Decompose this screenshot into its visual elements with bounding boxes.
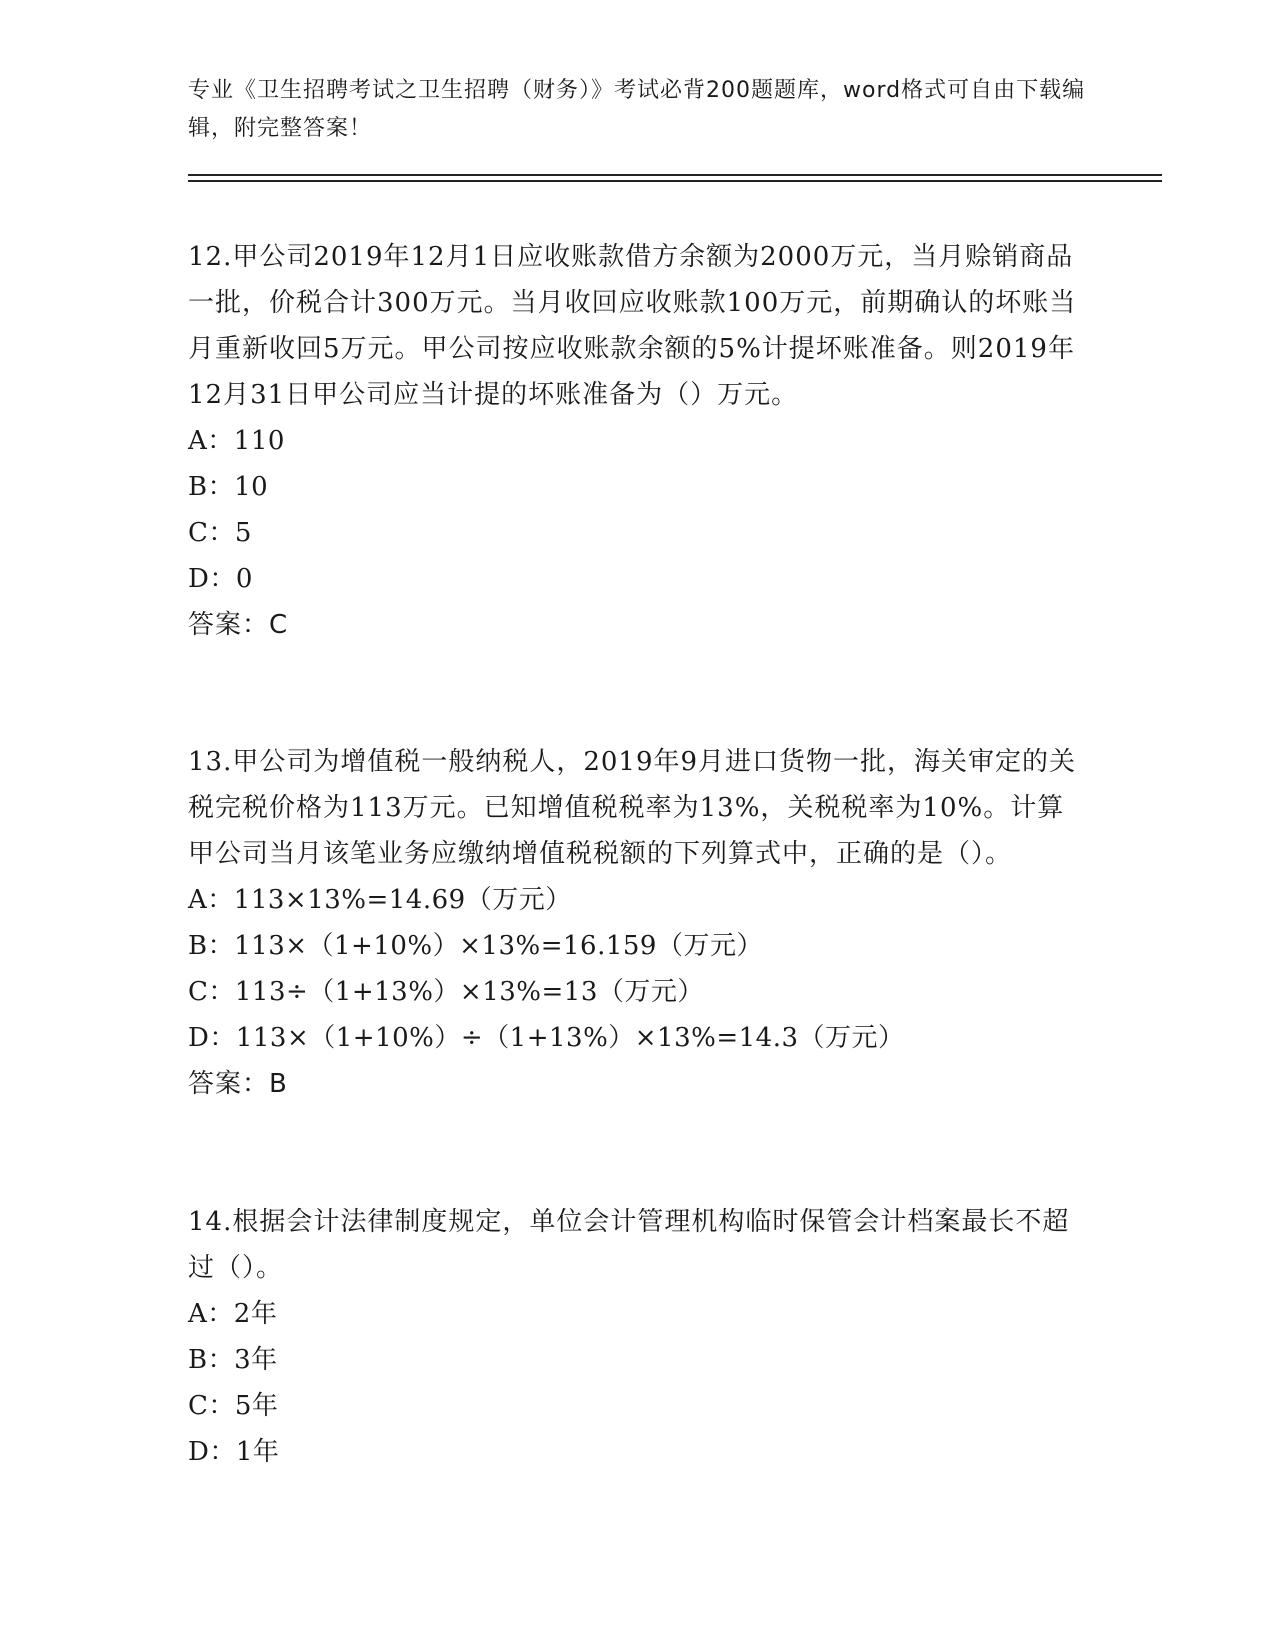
question-13 xyxy=(188,739,1088,1107)
option-b: B：113×（1+10%）×13%=16.159（万元） xyxy=(188,931,763,961)
option-c: C：113÷（1+13%）×13%=13（万元） xyxy=(188,977,704,1007)
document-header: 专业《卫生招聘考试之卫生招聘（财务）》考试必背200题题库，word格式可自由下载编辑，附完整答案！ xyxy=(188,78,1086,141)
answer: 答案：B xyxy=(188,1069,288,1099)
option-b: B：3年 xyxy=(188,1345,278,1375)
header-divider-bottom xyxy=(188,180,1162,182)
option-c: C：5 xyxy=(188,518,252,548)
question-stem: 14.根据会计法律制度规定，单位会计管理机构临时保管会计档案最长不超过（）。 xyxy=(188,1207,1070,1283)
option-c: C：5年 xyxy=(188,1391,279,1421)
question-stem: 12.甲公司2019年12月1日应收账款借方余额为2000万元，当月赊销商品一批，价税合计300万元。当月收回应收账款100万元，前期确认的坏账当月重新收回5万元。甲公司按应收账款余额的5%计提坏账准备。则2019年12月31日甲公司应当计提的坏账准备为（）万元。 xyxy=(188,242,1077,410)
header-divider-top xyxy=(188,174,1162,176)
option-d: D：1年 xyxy=(188,1437,280,1467)
question-14 xyxy=(188,1199,1088,1475)
question-stem: 13.甲公司为增值税一般纳税人，2019年9月进口货物一批，海关审定的关税完税价格为113万元。已知增值税税率为13%，关税税率为10%。计算甲公司当月该笔业务应缴纳增值税税额的下列算式中，正确的是（）。 xyxy=(188,747,1077,869)
option-a: A：110 xyxy=(188,426,285,456)
question-12 xyxy=(188,234,1088,648)
option-a: A：2年 xyxy=(188,1299,278,1329)
option-b: B：10 xyxy=(188,472,269,502)
option-a: A：113×13%=14.69（万元） xyxy=(188,885,572,915)
option-d: D：113×（1+10%）÷（1+13%）×13%=14.3（万元） xyxy=(188,1023,905,1053)
option-d: D：0 xyxy=(188,564,253,594)
answer: 答案：C xyxy=(188,610,289,640)
